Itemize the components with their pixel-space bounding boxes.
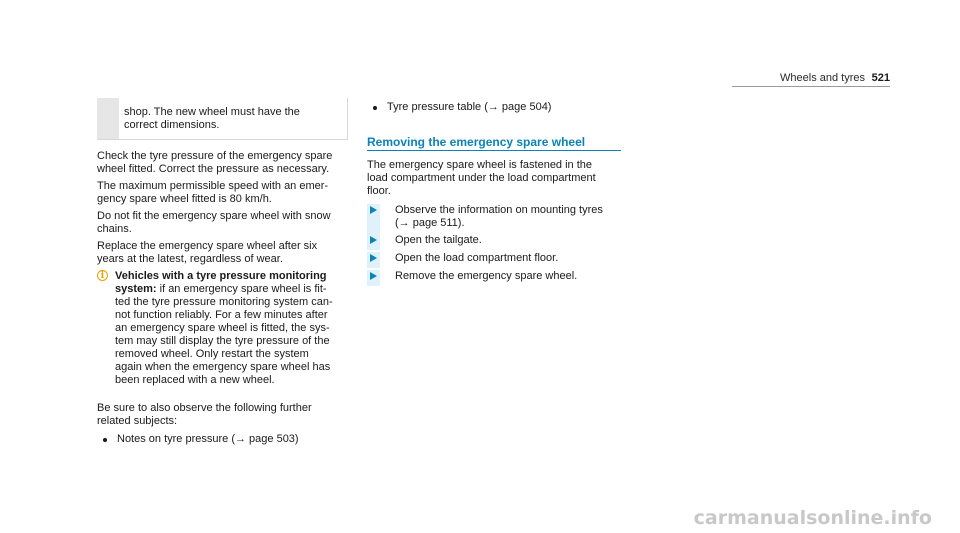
paragraph-snow-chains: Do not fit the emergency spare wheel with snow chains. — [97, 210, 331, 235]
continuation-box — [97, 98, 348, 140]
continuation-bar — [97, 98, 119, 139]
step-open-floor: Open the load compartment floor. — [367, 252, 621, 270]
list-item-tyre-pressure-notes[interactable]: Notes on tyre pressure (→ page 503) — [97, 433, 357, 447]
step-bar — [367, 252, 380, 268]
step-bar — [367, 270, 380, 286]
section-rule — [367, 150, 621, 151]
paragraph-max-speed: The maximum permissible speed with an emer- gency spare wheel fitted is 80 km/h. — [97, 180, 329, 205]
list-item-tyre-pressure-table[interactable]: Tyre pressure table (→ page 504) — [367, 101, 627, 115]
info-icon: i — [97, 270, 108, 281]
step-remove-wheel: Remove the emergency spare wheel. — [367, 270, 621, 288]
section-title: Removing the emergency spare wheel — [367, 135, 586, 149]
arrow-right-icon — [370, 254, 377, 262]
header-rule — [732, 86, 890, 87]
step-bar — [367, 234, 380, 250]
paragraph-replace: Replace the emergency spare wheel after six years at the latest, regardless of wear. — [97, 240, 318, 265]
running-header-title: Wheels and tyres — [780, 72, 865, 84]
info-note: i Vehicles with a tyre pressure monitoring system: if an emergency spare wheel is fit- ted the tyre pressure monitoring system can- not function reliably. For a few minutes after an emergency spare wheel is fitted, the sys- tem may still display the tyre pressure of the removed wheel. Only restart the system again when the emergency spare wheel has been replaced with a new wheel. — [97, 270, 357, 400]
info-heading-2: system: — [115, 283, 157, 295]
arrow-right-icon — [370, 236, 377, 244]
section-intro: The emergency spare wheel is fastened in the load compartment under the load compartment floor. — [367, 159, 596, 197]
step-observe-info: Observe the information on mounting tyres (→ page 511). — [367, 204, 621, 236]
watermark: carmanualsonline.info — [693, 507, 932, 529]
continuation-text: shop. The new wheel must have the correct dimensions. — [124, 106, 300, 131]
paragraph-check-pressure: Check the tyre pressure of the emergency spare wheel fitted. Correct the pressure as necessary. — [97, 150, 333, 175]
page-number: 521 — [871, 72, 890, 84]
arrow-right-icon — [370, 206, 377, 214]
info-heading: Vehicles with a tyre pressure monitoring — [115, 270, 327, 282]
related-subjects: Be sure to also observe the following further related subjects: — [97, 402, 312, 427]
step-open-tailgate: Open the tailgate. — [367, 234, 621, 252]
arrow-right-icon — [370, 272, 377, 280]
step-bar — [367, 204, 380, 236]
